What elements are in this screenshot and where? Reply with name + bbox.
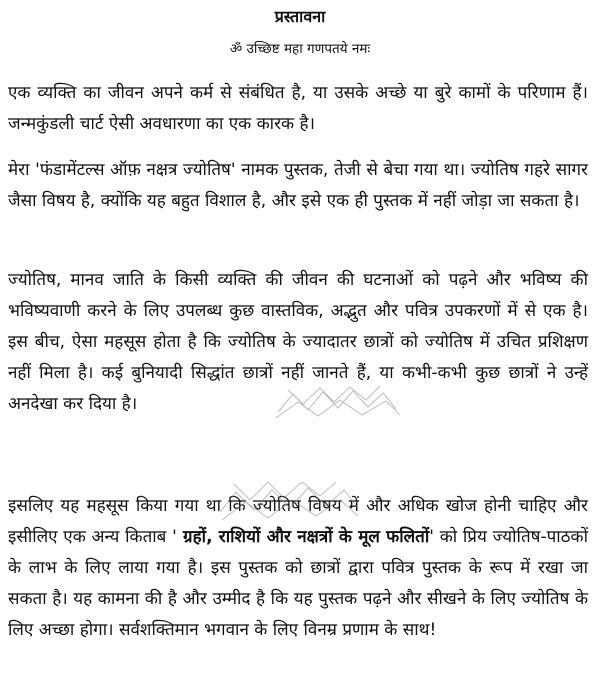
paragraph-4-trailing-text: ' को प्रिय ज्योतिष-पाठकों के लाभ के लिए लाया गया है। इस पुस्तक को छात्रों द्वारा पवित्र पुस्तक के रूप में रखा जा सकता है। यह कामना की है और उम्मीद है कि यह पुस्तक पढ़ने और सीखने के लिए ज्योतिष के लिए अच्छा होगा। सर्वशक्तिमान भगवान के लिए विनम्र प्रणाम के साथ! — [8, 527, 589, 640]
paragraph-4 — [8, 491, 588, 646]
page-title: प्रस्तावना — [274, 7, 326, 26]
invocation-line: ॐ उच्छिष्ट महा गणपतये नमः — [229, 41, 371, 57]
paragraph-1: एक व्यक्ति का जीवन अपने कर्म से संबंधित है, या उसके अच्छे या बुरे कामों के परिणाम हैं। जन्मकुंडली चार्ट ऐसी अवधारणा का एक कारक है। — [8, 83, 588, 134]
paragraph-4-lead-text: इसलिए यह महसूस किया गया था कि ज्योतिष विषय में और अधिक खोज होनी चाहिए और इसीलिए एक अन्य किताब ' — [8, 496, 588, 547]
book-title-bold: ग्रहों, राशियों और नक्षत्रों के मूल फलितों — [176, 527, 430, 547]
paragraph-2: मेरा 'फंडामेंटल्स ऑफ़ नक्षत्र ज्योतिष' नामक पुस्तक, तेजी से बेचा गया था। ज्योतिष गहरे सागर जैसा विषय है, क्योंकि यह बहुत विशाल है, और इसे एक ही पुस्तक में नहीं जोड़ा जा सकता है। — [8, 160, 588, 211]
paragraph-3: ज्योतिष, मानव जाति के किसी व्यक्ति की जीवन की घटनाओं को पढ़ने और भविष्य की भविष्यवाणी करने के लिए उपलब्ध कुछ वास्तविक, अद्भुत और पवित्र उपकरणों में से एक है। इस बीच, ऐसा महसूस होता है कि ज्योतिष के ज्यादातर छात्रों को ज्योतिष में उचित प्रशिक्षण नहीं मिला है। कई बुनियादी सिद्धांत छात्रों नहीं जानते हैं, या कभी-कभी कुछ छात्रों ने उन्हें अनदेखा कर दिया है। — [8, 270, 588, 414]
